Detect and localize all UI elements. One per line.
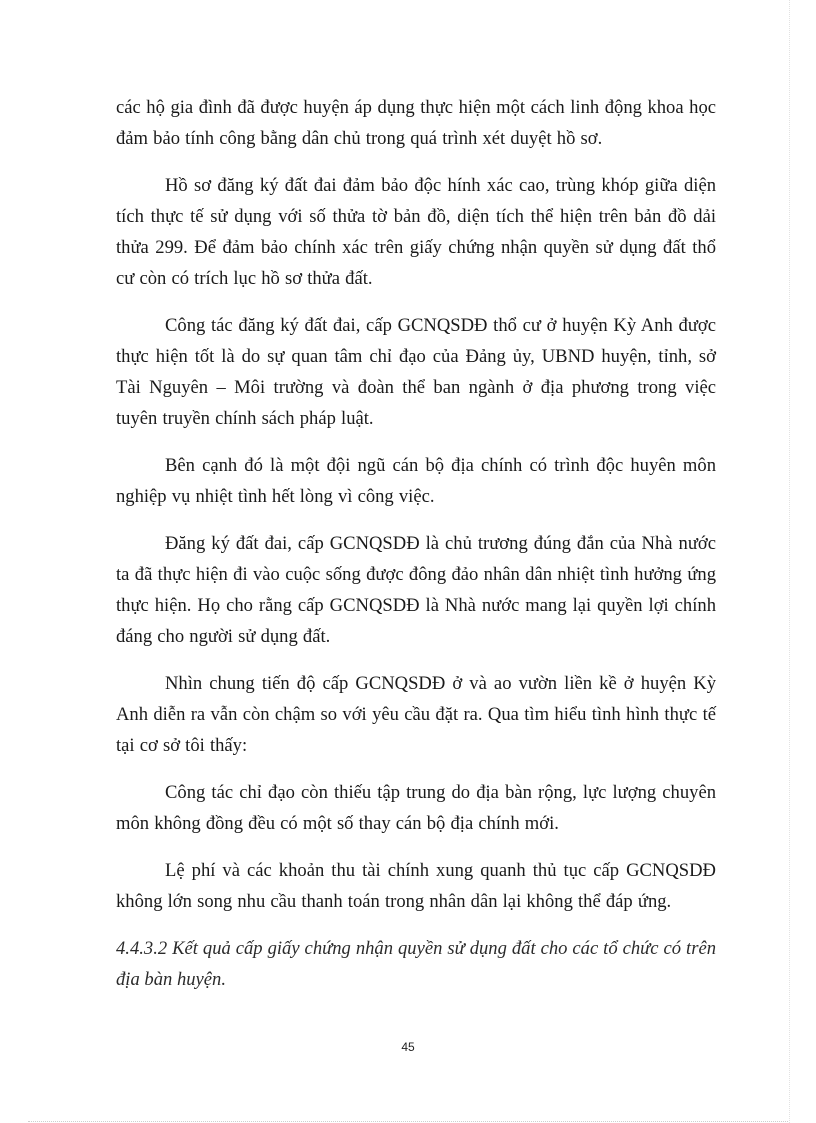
margin-guide	[789, 0, 790, 1123]
paragraph-staff: Bên cạnh đó là một đội ngũ cán bộ địa chính có trình độc huyên môn nghiệp vụ nhiệt tình hết lòng vì công việc.	[116, 455, 716, 507]
paragraph-policy: Đăng ký đất đai, cấp GCNQSDĐ là chủ trương đúng đắn của Nhà nước ta đã thực hiện đi vào cuộc sống được đông đảo nhân dân nhiệt tình hưởng ứng thực hiện. Họ cho rằng cấp GCNQSDĐ là Nhà nước mang lại quyền lợi chính đáng cho người sử dụng đất.	[116, 533, 716, 647]
page-number: 45	[401, 1040, 415, 1054]
body-text	[116, 92, 716, 995]
paragraph-registration-work: Công tác đăng ký đất đai, cấp GCNQSDĐ thổ cư ở huyện Kỳ Anh được thực hiện tốt là do sự quan tâm chỉ đạo của Đảng ủy, UBND huyện, tỉnh, sở Tài Nguyên – Môi trường và đoàn thể ban ngành ở địa phương trong việc tuyên truyền chính sách pháp luật.	[116, 315, 716, 429]
paragraph-progress: Nhìn chung tiến độ cấp GCNQSDĐ ở và ao vườn liền kề ở huyện Kỳ Anh diễn ra vẫn còn chậm so với yêu cầu đặt ra. Qua tìm hiểu tình hình thực tế tại cơ sở tôi thấy:	[116, 673, 716, 756]
footer-divider	[28, 1121, 788, 1122]
paragraph-fees: Lệ phí và các khoản thu tài chính xung quanh thủ tục cấp GCNQSDĐ không lớn song nhu cầu thanh toán trong nhân dân lại không thể đáp ứng.	[116, 860, 716, 912]
section-heading: 4.4.3.2 Kết quả cấp giấy chứng nhận quyền sử dụng đất cho các tổ chức có trên địa bàn huyện.	[116, 938, 716, 990]
paragraph-direction: Công tác chỉ đạo còn thiếu tập trung do địa bàn rộng, lực lượng chuyên môn không đồng đều có một số thay cán bộ địa chính mới.	[116, 782, 716, 834]
paragraph-records-accuracy: Hồ sơ đăng ký đất đai đảm bảo độc hính xác cao, trùng khóp giữa diện tích thực tế sử dụng với số thửa tờ bản đồ, diện tích thể hiện trên bản đồ dải thửa 299. Để đảm bảo chính xác trên giấy chứng nhận quyền sử dụng đất thổ cư còn có trích lục hồ sơ thửa đất.	[116, 175, 716, 289]
paragraph-continuation: các hộ gia đình đã được huyện áp dụng thực hiện một cách linh động khoa học đảm bảo tính công bằng dân chủ trong quá trình xét duyệt hồ sơ.	[116, 97, 716, 149]
